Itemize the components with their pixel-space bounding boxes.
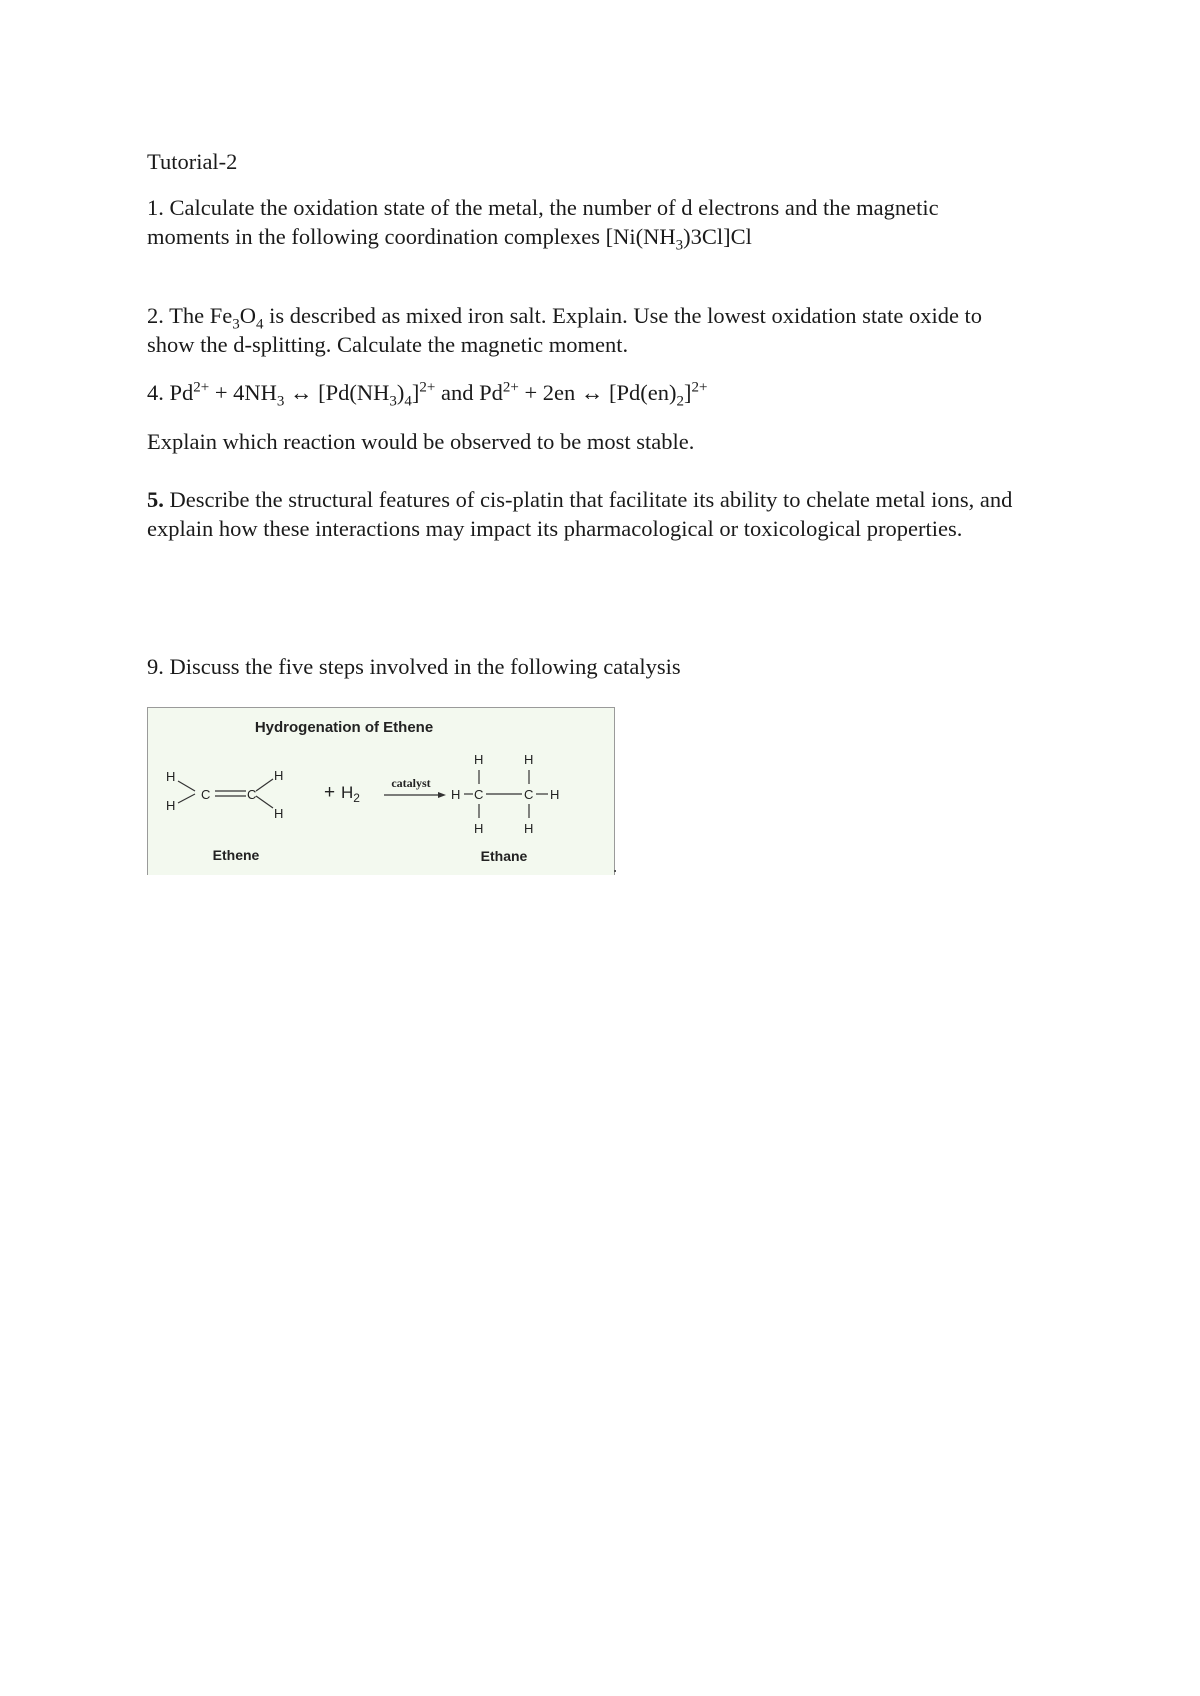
svg-text:H: H — [166, 798, 176, 813]
svg-text:H: H — [274, 768, 284, 783]
question-1 — [147, 193, 1077, 254]
stray-mark — [614, 870, 616, 872]
catalyst-label: catalyst — [391, 776, 431, 790]
svg-text:C: C — [474, 787, 484, 802]
question-4-equation: 4. $Pd^{2+} + 4NH_3$ ↔ $[Pd(NH_3)_4]^{2+}$ and $Pd^{2+} + 2en$ ↔ $[Pd(en)_2]^{2+}$ — [147, 379, 708, 410]
svg-text:C: C — [524, 787, 534, 802]
hydrogen-molecule: $H_2$ — [341, 783, 360, 805]
svg-text:H: H — [166, 769, 176, 784]
plus-sign: + — [324, 782, 336, 803]
question-1-line-2: moments in the following coordination complexes $[Ni(NH_3)3Cl]Cl$ — [147, 224, 752, 254]
svg-text:C: C — [201, 787, 211, 802]
hydrogenation-figure — [147, 707, 615, 875]
question-2 — [147, 301, 1077, 359]
svg-text:C: C — [247, 787, 257, 802]
question-2-line-2: show the d-splitting. Calculate the magnetic moment. — [147, 332, 629, 357]
svg-text:H: H — [524, 752, 534, 767]
svg-text:H: H — [274, 806, 284, 821]
question-4-explain: Explain which reaction would be observed to be most stable. — [147, 429, 695, 454]
svg-text:H: H — [474, 821, 484, 836]
ethane-label: Ethane — [480, 848, 528, 864]
question-5-number: 5. — [147, 487, 164, 512]
question-9: 9. Discuss the five steps involved in the following catalysis — [147, 654, 681, 679]
ethene-label: Ethene — [212, 847, 260, 863]
reaction-arrow — [384, 792, 446, 798]
question-2-line-1: 2. The $Fe_3O_4$ is described as mixed iron salt. Explain. Use the lowest oxidation state oxide to — [147, 303, 983, 333]
question-5 — [147, 485, 1077, 543]
svg-text:H: H — [550, 787, 560, 802]
svg-text:H: H — [524, 821, 534, 836]
question-5-text: Describe the structural features of cis-platin that facilitate its ability to chelate metal ions, and explain how these interactions may impact its pharmacological or toxicological properties. — [147, 487, 1013, 541]
question-1-line-1: 1. Calculate the oxidation state of the metal, the number of d electrons and the magnetic — [147, 195, 939, 220]
ethene-atoms — [166, 768, 283, 821]
document-title: Tutorial-2 — [147, 149, 238, 174]
svg-text:H: H — [451, 787, 461, 802]
ethene-structure — [178, 779, 273, 808]
svg-text:H: H — [474, 752, 484, 767]
figure-title: Hydrogenation of Ethene — [254, 719, 434, 736]
